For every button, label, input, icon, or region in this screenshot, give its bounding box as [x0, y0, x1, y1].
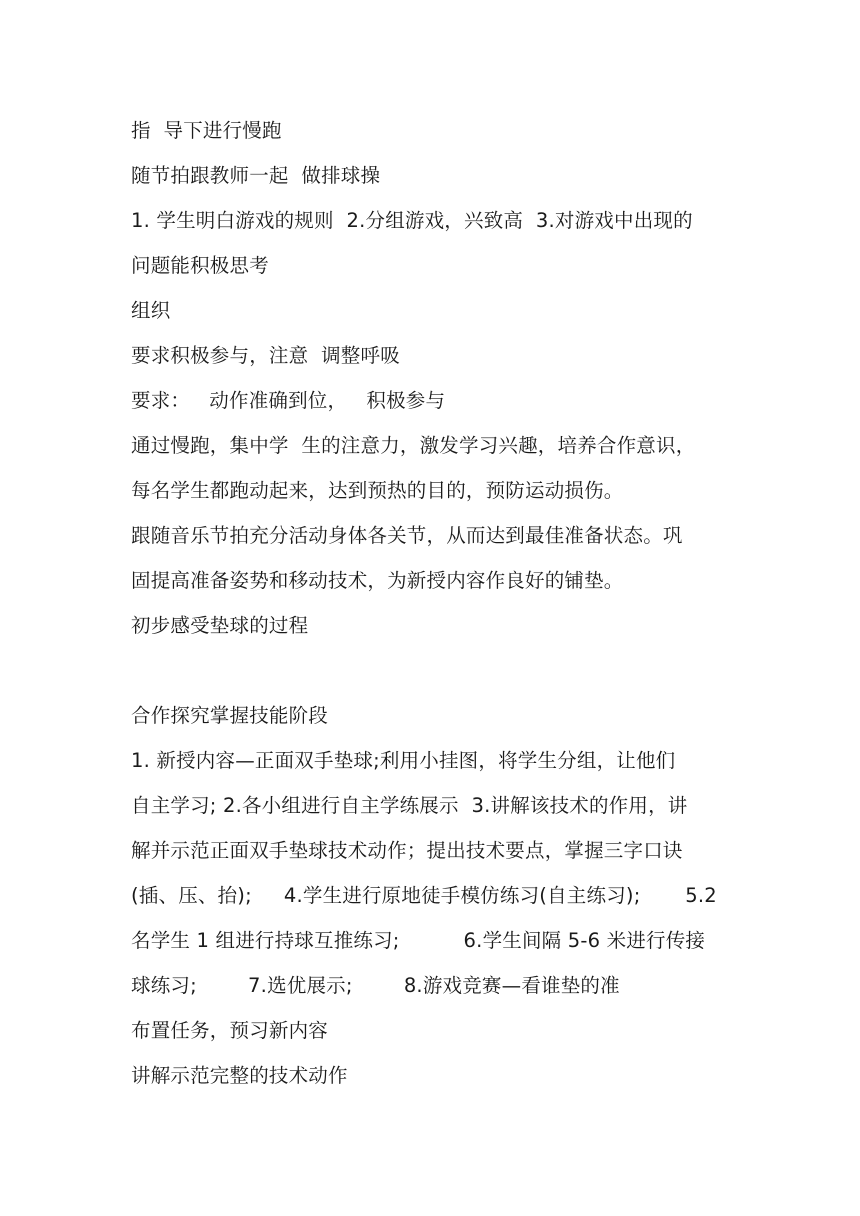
document-body: [131, 108, 731, 1098]
text-line: 要求积极参与，注意 调整呼吸: [131, 344, 400, 367]
text-line: 解并示范正面双手垫球技术动作；提出技术要点，掌握三字口诀: [131, 839, 683, 862]
text-line: 初步感受垫球的过程: [131, 614, 309, 637]
text-line: 组织: [131, 299, 171, 322]
text-line: 通过慢跑，集中学 生的注意力，激发学习兴趣，培养合作意识，: [131, 434, 696, 457]
text-line: 随节拍跟教师一起 做排球操: [131, 164, 381, 187]
text-line: 1. 学生明白游戏的规则 2.分组游戏，兴致高 3.对游戏中出现的: [131, 209, 693, 232]
text-line: 要求： 动作准确到位， 积极参与: [131, 389, 446, 412]
text-line: 问题能积极思考: [131, 254, 269, 277]
text-line: 指 导下进行慢跑: [131, 119, 282, 142]
text-line: 讲解示范完整的技术动作: [131, 1064, 348, 1087]
text-line: (插、压、抬); 4.学生进行原地徒手模仿练习(自主练习); 5.2: [131, 884, 717, 907]
text-line: 跟随音乐节拍充分活动身体各关节，从而达到最佳准备状态。巩: [131, 524, 683, 547]
text-line: 球练习; 7.选优展示; 8.游戏竞赛—看谁垫的准: [131, 974, 620, 997]
blank-line: [131, 648, 731, 693]
text-line: 布置任务，预习新内容: [131, 1019, 329, 1042]
text-line: 每名学生都跑动起来，达到预热的目的，预防运动损伤。: [131, 479, 624, 502]
text-line: 名学生 1 组进行持球互推练习; 6.学生间隔 5-6 米进行传接: [131, 929, 706, 952]
text-line: 自主学习; 2.各小组进行自主学练展示 3.讲解该技术的作用，讲: [131, 794, 688, 817]
text-line: 固提高准备姿势和移动技术，为新授内容作良好的铺垫。: [131, 569, 624, 592]
text-line: 1. 新授内容—正面双手垫球;利用小挂图，将学生分组，让他们: [131, 749, 676, 772]
section-heading: 合作探究掌握技能阶段: [131, 704, 329, 727]
